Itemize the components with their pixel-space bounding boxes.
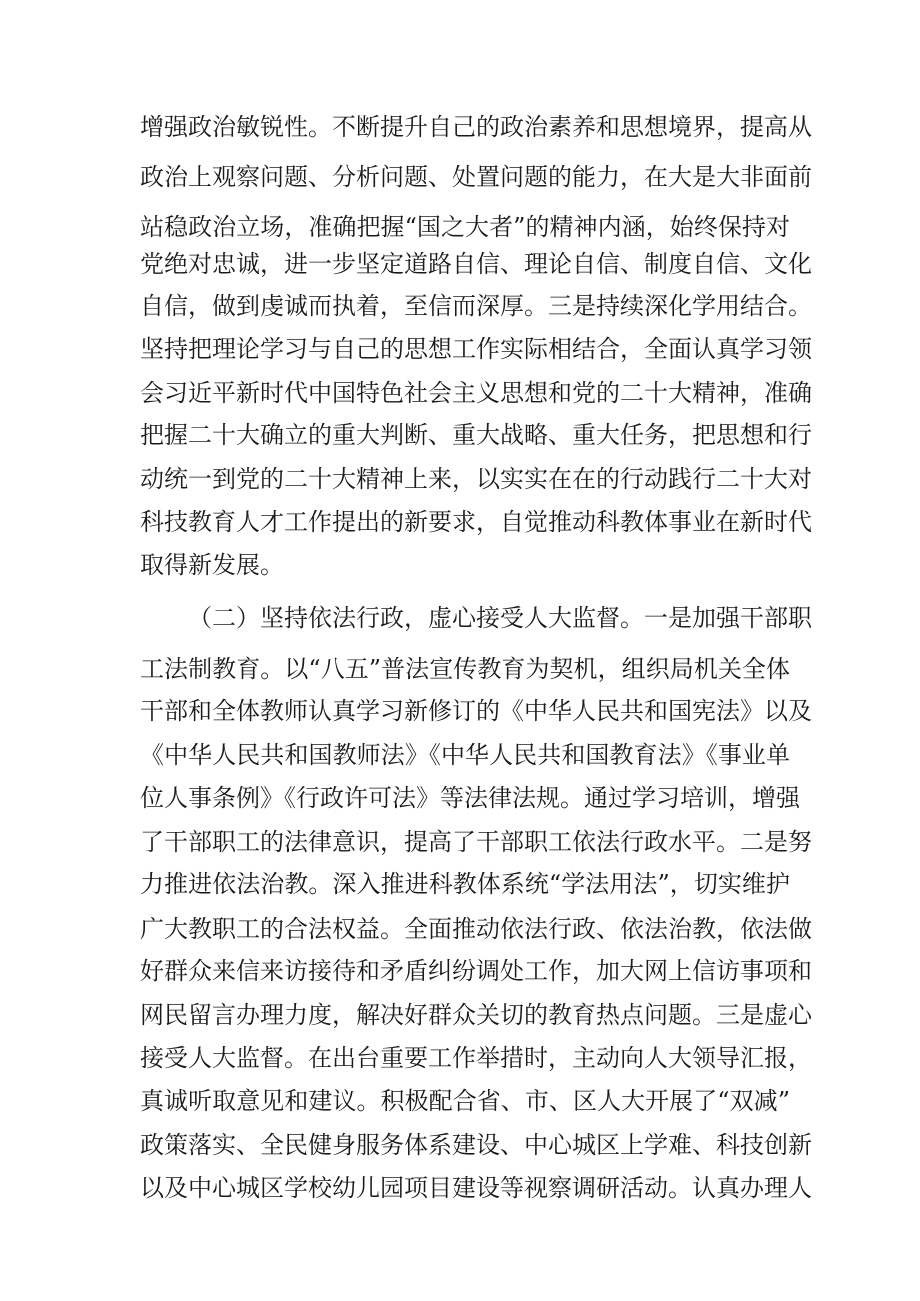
- text-line: 动统一到党的二十大精神上来，以实实在在的行动践行二十大对: [140, 465, 812, 493]
- text-line: 工法制教育。以“八五”普法宣传教育为契机，组织局机关全体: [140, 655, 790, 683]
- text-line: 干部和全体教师认真学习新修订的《中华人民共和国宪法》以及: [140, 697, 812, 725]
- text-line: 以及中心城区学校幼儿园项目建设等视察调研活动。认真办理人: [140, 1174, 812, 1202]
- text-line: 政策落实、全民健身服务体系建设、中心城区上学难、科技创新: [140, 1131, 812, 1159]
- text-line: （二）坚持依法行政，虚心接受人大监督。一是加强干部职: [188, 604, 812, 632]
- text-line: 网民留言办理力度，解决好群众关切的教育热点问题。三是虚心: [140, 1001, 812, 1029]
- text-line: 好群众来信来访接待和矛盾纠纷调处工作，加大网上信访事项和: [140, 957, 812, 985]
- text-line: 力推进依法治教。深入推进科教体系统“学法用法”，切实维护: [140, 870, 790, 898]
- text-line: 《中华人民共和国教师法》《中华人民共和国教育法》《事业单: [140, 741, 790, 769]
- text-line: 政治上观察问题、分析问题、处置问题的能力，在大是大非面前: [140, 163, 812, 191]
- text-line: 广大教职工的合法权益。全面推动依法行政、依法治教，依法做: [140, 915, 812, 943]
- text-line: 了干部职工的法律意识，提高了干部职工依法行政水平。二是努: [140, 828, 812, 856]
- text-line: 自信，做到虔诚而执着，至信而深厚。三是持续深化学用结合。: [140, 292, 812, 320]
- text-line: 坚持把理论学习与自己的思想工作实际相结合，全面认真学习领: [140, 335, 812, 363]
- text-line: 会习近平新时代中国特色社会主义思想和党的二十大精神，准确: [140, 379, 812, 407]
- text-line: 真诚听取意见和建议。积极配合省、市、区人大开展了“双减”: [140, 1087, 790, 1115]
- text-line: 站稳政治立场，准确把握“国之大者”的精神内涵，始终保持对: [140, 213, 790, 241]
- text-line: 取得新发展。: [140, 551, 284, 579]
- text-line: 科技教育人才工作提出的新要求，自觉推动科教体事业在新时代: [140, 508, 812, 536]
- text-line: 位人事条例》《行政许可法》等法律法规。通过学习培训，增强: [140, 784, 800, 812]
- text-line: 党绝对忠诚，进一步坚定道路自信、理论自信、制度自信、文化: [140, 250, 812, 278]
- text-line: 增强政治敏锐性。不断提升自己的政治素养和思想境界，提高从: [140, 113, 812, 141]
- text-line: 接受人大监督。在出台重要工作举措时，主动向人大领导汇报，: [140, 1044, 812, 1072]
- text-line: 把握二十大确立的重大判断、重大战略、重大任务，把思想和行: [140, 421, 812, 449]
